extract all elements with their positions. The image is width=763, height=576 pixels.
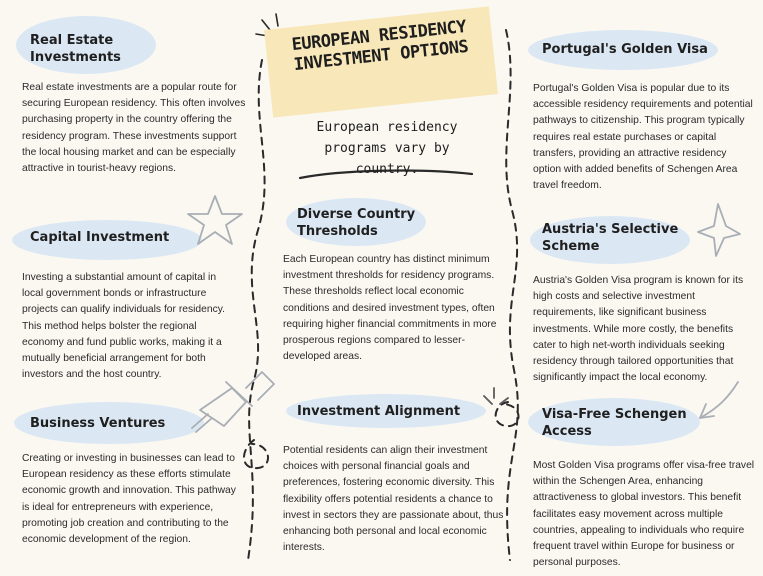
austria-body: Austria's Golden Visa program is known for its high costs and selective investment requirements, like significant business investments. While more costly, the benefits cater to high net-worth individuals seeking residency through tailored opportunities that significantly impact the local economy.: [533, 275, 744, 384]
alignment-heading: Investment Alignment: [297, 404, 461, 419]
burst-doodle-icon: [484, 388, 508, 404]
diverse-heading: Diverse Country Thresholds: [297, 207, 416, 239]
dashed-divider-left: [248, 60, 265, 560]
dashed-divider-right: [506, 30, 518, 560]
real-estate-heading: Real Estate Investments: [30, 33, 121, 65]
page-subtitle: European residency programs vary by country.: [316, 120, 458, 177]
page-title: EUROPEAN RESIDENCY INVESTMENT OPTIONS: [290, 16, 470, 76]
real-estate-body: Real estate investments are a popular route for securing European residency. This often involves purchasing property in the country offering the residency program. These investments support the local housing market and can be especially attractive in tourist-heavy regions.: [22, 82, 246, 175]
business-body: Creating or investing in businesses can lead to European residency as these efforts stimulate economic growth and innovation. This pathway is ideal for entrepreneurs with experience, promoting job creation and contributing to the economic development of the region.: [22, 453, 236, 546]
dashed-loop-left: [244, 440, 268, 468]
sparkle-doodle-icon: [698, 204, 740, 256]
schengen-heading: Visa-Free Schengen Access: [542, 407, 687, 439]
business-heading: Business Ventures: [30, 416, 166, 431]
schengen-body: Most Golden Visa programs offer visa-free travel within the Schengen Area, enhancing attractiveness to global investors. This benefit facilitates easy movement across multiple countries, appealing to individuals who require frequent travel within Europe for business or personal purposes.: [533, 460, 755, 569]
capital-heading: Capital Investment: [30, 230, 170, 245]
portugal-body: Portugal's Golden Visa is popular due to its accessible residency requirements and potential pathways to citizenship. This program typically requires real estate purchases or capital transfers, providing an attractive residency option with added benefits of Schengen Area travel freedom.: [533, 83, 753, 192]
portugal-heading: Portugal's Golden Visa: [542, 42, 708, 57]
dashed-loop-right: [496, 402, 519, 426]
capital-body: Investing a substantial amount of capital in local government bonds or infrastructure projects can qualify individuals for residency. This method helps bolster the regional economy and fund public works, making it a mutually beneficial arrangement for both investors and the host country.: [22, 272, 225, 381]
alignment-body: Potential residents can align their investment choices with personal financial goals and preferences, fostering economic diversity. This flexibility offers potential residents a chance to invest in sectors they are passionate about, thus enhancing both personal and local economic interests.: [283, 445, 504, 554]
arrow-doodle-icon: [700, 382, 738, 418]
diverse-body: Each European country has distinct minimum investment thresholds for residency programs. These thresholds reflect local economic conditions and desired investment types, often requiring higher financial commitments in more prosperous regions compared to lesser-developed areas.: [283, 254, 497, 363]
austria-heading: Austria's Selective Scheme: [542, 222, 679, 254]
